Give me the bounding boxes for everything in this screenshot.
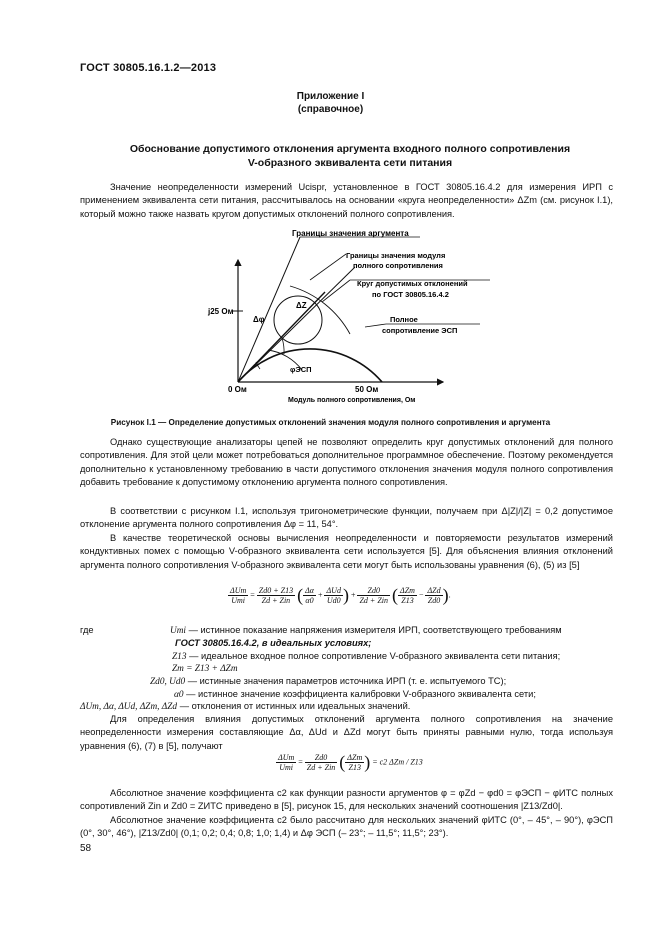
definition-2: Z13 — идеальное входное полное сопротивление V-образного эквивалента сети питания;: [172, 651, 561, 662]
label-full-1: Полное: [390, 315, 418, 324]
label-x-axis-title: Модуль полного сопротивления, Ом: [288, 397, 416, 404]
equation-1: $\frac{\text{ΔUm}}{\text{Umi}}$ = $\frac{Zd0 + Z13}{\text{Zd + Zin}}$ ( $\frac{\Delta\alpha}{\alpha 0}$ + $\frac{\text{ΔUd}}{Ud0}$ ) + $\frac{Zd0}{\text{Zd + Zin}}$ ( $\frac{\text{ΔZm}}{Z13}$ − $\frac{\text{ΔZd}}{Zd0}$ ).: [230, 585, 451, 605]
paragraph-4: В качестве теоретической основы вычисления неопределенности и повторяемости результатов измерений кондуктивных помех с помощью V-образного эквивалента сети используется [5]. Для объяснения влияния отклонений аргумента полного сопротивления V-образного эквивалента сети могут быть использованы уравнения (6), (5) из [5]: [80, 533, 613, 570]
figure-caption: Рисунок I.1 — Определение допустимых отклонений значения модуля полного сопротивления и аргумента: [110, 418, 551, 427]
definition-3: Zm = Z13 + ΔZm: [172, 664, 238, 674]
paragraph-2: Однако существующие анализаторы цепей не позволяют определить круг допустимых отклонений для полного сопротивления. Для этой цели может потребоваться дополнительное программное обеспечение. Поэтому рекомендуется дополнительно к установленному требованию в части допустимого отклонения значения модуля полного сопротивления добавить требование к допустимому отклонению аргумента полного сопротивления.: [80, 437, 613, 487]
definition-1-ref: ГОСТ 30805.16.4.2, в идеальных условиях;: [175, 638, 372, 648]
section-title-line1: Обоснование допустимого отклонения аргумента входного полного сопротивления: [129, 143, 571, 155]
definition-5: α0 — истинное значение коэффициента калибровки V-образного эквивалента сети;: [174, 689, 536, 700]
label-mod-boundaries-1: Границы значения модуля: [346, 251, 446, 260]
paragraph-6: Абсолютное значение коэффициента c2 как функции разности аргументов φ = φZd − φd0 = φЭСП − φИТС полных сопротивлений Zin и Zd0 = ZИТС приведено в [5], рисунок 15, для нескольких значений соотношения |Z13/Zd0|.: [80, 788, 613, 812]
label-x-50: 50 Ом: [355, 385, 379, 394]
appendix-title: Приложение I: [296, 91, 365, 102]
appendix-subtitle: (справочное): [297, 104, 364, 115]
definition-6: ΔUm, Δα, ΔUd, ΔZm, ΔZd — отклонения от истинных или идеальных значений.: [80, 701, 411, 712]
definition-4: Zd0, Ud0 — истинные значения параметров источника ИРП (т. е. испытуемого ТС);: [150, 676, 507, 687]
label-delta-z: ΔZ: [296, 301, 307, 310]
where-label: где: [80, 625, 94, 635]
page-number: 58: [80, 843, 92, 854]
paragraph-1: Значение неопределенности измерений Ucispr, установленное в ГОСТ 30805.16.4.2 для измерения ИРП с применением эквивалента сети питания, рассчитывалось на основании «круга неопределенности» ΔZm (см. рисунок I.1), который можно также назвать кругом допустимых отклонений полного сопротивления.: [80, 182, 613, 219]
arg-bound-line-1: [238, 237, 300, 382]
impedance-vector: [238, 292, 325, 382]
equation-2: $\frac{\text{ΔUm}}{\text{Umi}}$ = $\frac{Zd0}{\text{Zd + Zin}}$ ( $\frac{\text{ΔZm}}{Z13}$ ) = c2 ΔZm / Z13: [278, 752, 423, 772]
definition-1: Umi — истинное показание напряжения измерителя ИРП, соответствующего требованиям: [170, 625, 562, 636]
paragraph-3: В соответствии с рисунком I.1, используя тригонометрические функции, получаем при Δ|Z|/|Z| = 0,2 допустимое отклонение аргумента полного сопротивления Δφ = 11, 54°.: [80, 506, 613, 530]
label-phi-esp: φЭСП: [290, 365, 312, 374]
section-title: [60, 142, 640, 170]
label-x-zero: 0 Ом: [228, 385, 247, 394]
label-circle-2: по ГОСТ 30805.16.4.2: [372, 290, 449, 299]
label-circle-1: Круг допустимых отклонений: [357, 279, 468, 288]
label-delta-phi: Δφ: [253, 315, 265, 324]
label-y-tick: j25 Ом: [208, 307, 234, 316]
section-title-line2: V-образного эквивалента сети питания: [247, 157, 453, 169]
label-full-2: сопротивление ЭСП: [382, 326, 458, 335]
label-mod-boundaries-2: полного сопротивления: [353, 261, 443, 270]
document-header: ГОСТ 30805.16.1.2—2013: [80, 62, 217, 74]
appendix-heading: [0, 90, 661, 116]
impedance-figure: [150, 222, 510, 410]
paragraph-5: Для определения влияния допустимых отклонений аргумента полного сопротивления на значение неопределенности измерения составляющие Δα, ΔUd и ΔZd могут быть приняты равными нулю, тогда используя уравнения (6), (7) в [5], получают: [80, 714, 613, 751]
paragraph-7: Абсолютное значение коэффициента c2 было рассчитано для нескольких значений φИТС (0°, – 45°, – 90°), φЭСП (0°, 30°, 46°), |Z13/Zd0| (0,1; 0,2; 0,4; 0,8; 1,0; 1,4) и Δφ ЭСП (– 23°; – 11,5°; 11,5°; 23°).: [80, 815, 613, 839]
label-arg-boundaries: Границы значения аргумента: [292, 229, 409, 238]
